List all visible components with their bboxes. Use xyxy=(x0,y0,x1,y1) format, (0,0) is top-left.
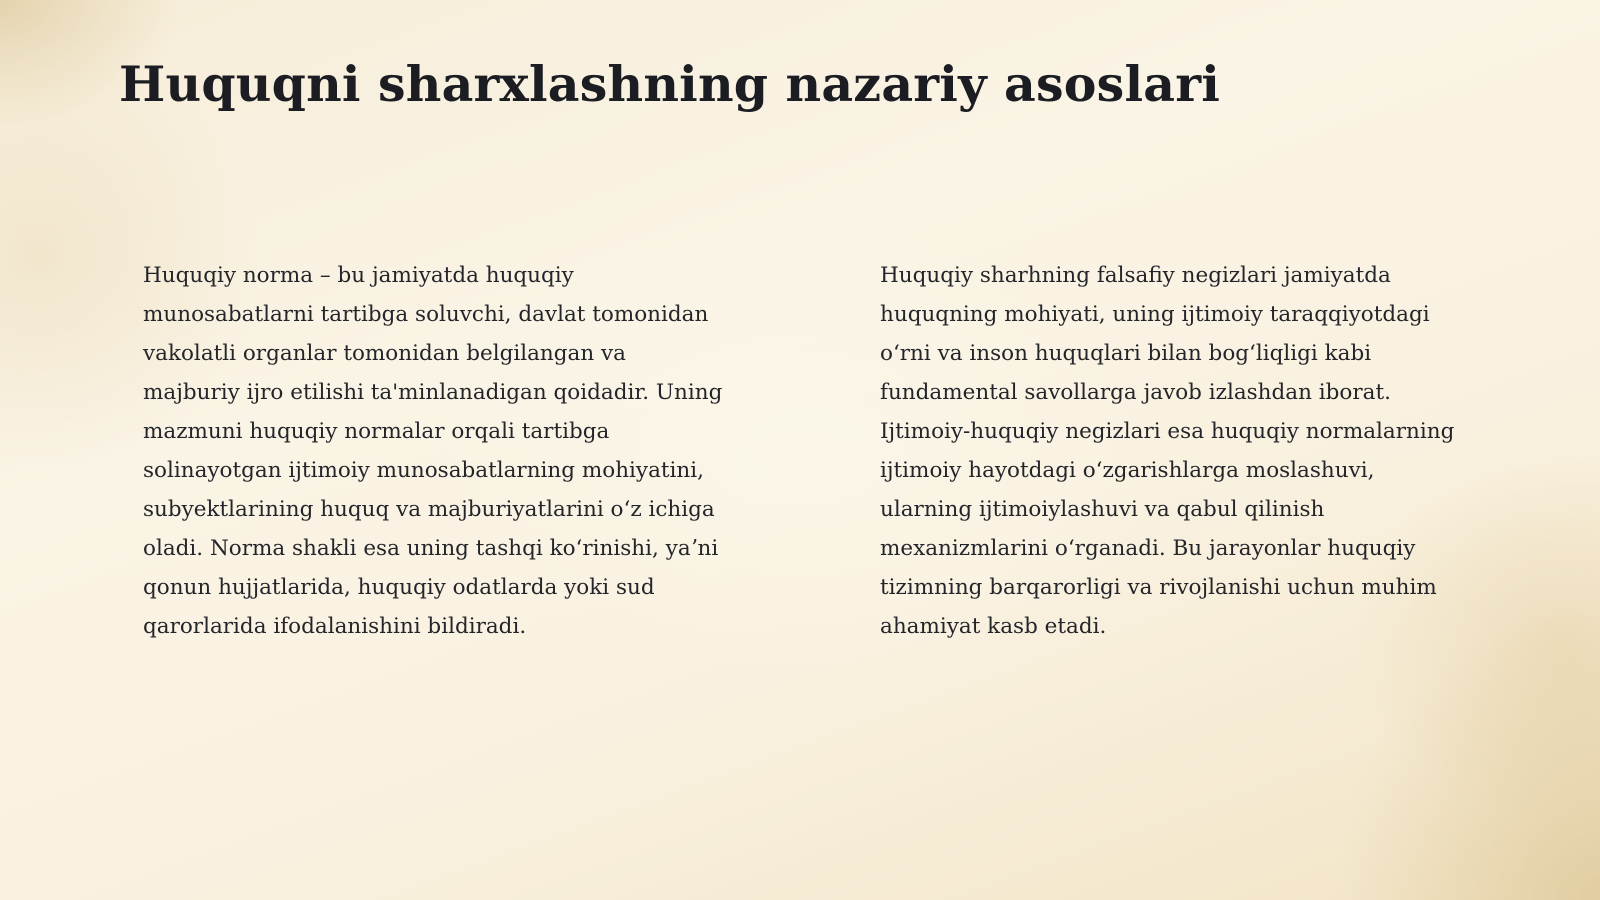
slide-title: Huquqni sharxlashning nazariy asoslari xyxy=(119,55,1221,113)
right-text-column: Huquqiy sharhning falsafiy negizlari jamiyatda huquqning mohiyati, uning ijtimoiy taraqqiyotdagi oʻrni va inson huquqlari bilan bogʻliqligi kabi fundamental savollarga javob izlashdan iborat. Ijtimoiy-huquqiy negizlari esa huquqiy normalarning ijtimoiy hayotdagi oʻzgarishlarga moslashuvi, ularning ijtimoiylashuvi va qabul qilinish mexanizmlarini oʻrganadi. Bu jarayonlar huquqiy tizimning barqarorligi va rivojlanishi uchun muhim ahamiyat kasb etadi. xyxy=(880,263,1455,639)
left-text-column: Huquqiy norma – bu jamiyatda huquqiy munosabatlarni tartibga soluvchi, davlat tomonidan vakolatli organlar tomonidan belgilangan va majburiy ijro etilishi ta'minlanadigan qoidadir. Uning mazmuni huquqiy normalar orqali tartibga solinayotgan ijtimoiy munosabatlarning mohiyatini, subyektlarining huquq va majburiyatlarini oʻz ichiga oladi. Norma shakli esa uning tashqi koʻrinishi, yaʼni qonun hujjatlarida, huquqiy odatlarda yoki sud qarorlarida ifodalanishini bildiradi. xyxy=(143,263,723,639)
